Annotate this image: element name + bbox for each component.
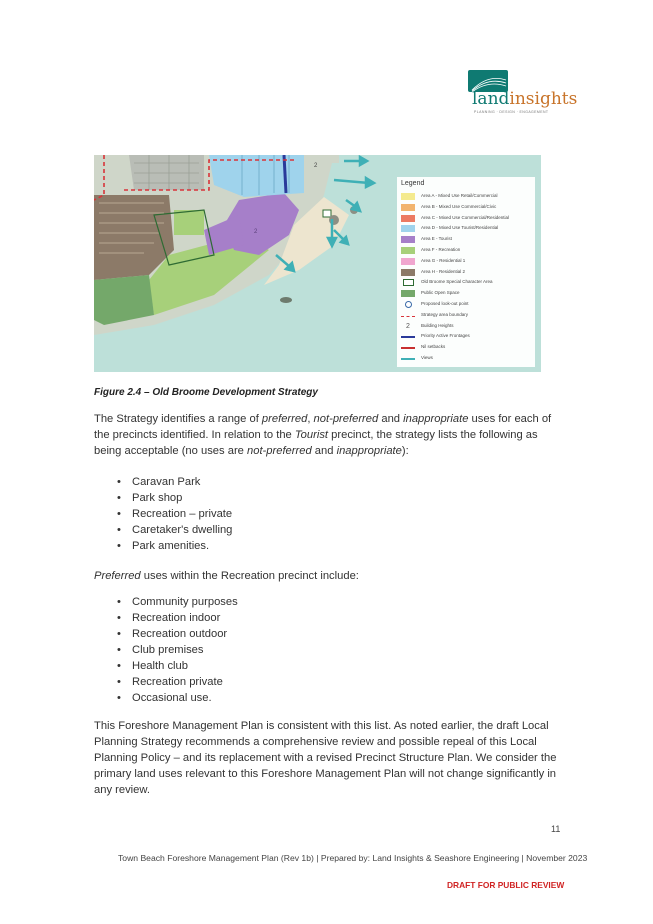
consistency-paragraph: This Foreshore Management Plan is consistent with this list. As noted earlier, the draft Local Planning Strategy recommends a comprehensive review and possible repeal of this Local Planning Policy – and its replacement with a revised Precinct Structure Plan. We consider the primary land uses relevant to this Foreshore Management Plan will not change significantly in any review.: [94, 720, 557, 796]
legend-item: [401, 300, 535, 310]
page-number: 11: [551, 824, 561, 834]
legend-swatch: [401, 269, 415, 276]
legend-swatch: [401, 215, 415, 222]
list-item: • Community purposes: [117, 594, 238, 610]
legend-item: [401, 192, 535, 202]
legend-label: Area D - Mixed Use Tourist/Residential: [421, 225, 499, 231]
legend-item: [401, 246, 535, 256]
legend-label: Views: [421, 355, 433, 360]
list-item: • Occasional use.: [117, 690, 238, 706]
legend-item: [401, 332, 535, 342]
legend-item: [401, 203, 535, 213]
legend-swatch: 2: [406, 322, 410, 330]
legend-swatch: [401, 290, 415, 297]
legend-label: Priority Active Frontages: [421, 333, 470, 339]
legend-item: [401, 268, 535, 278]
legend-swatch: [401, 236, 415, 243]
list-item: • Recreation private: [117, 674, 238, 690]
legend-label: Public Open Space: [421, 290, 460, 296]
list-item: • Recreation indoor: [117, 610, 238, 626]
legend-swatch: [401, 204, 415, 211]
legend-item: [401, 311, 535, 321]
legend-label: Area F - Recreation: [421, 247, 461, 252]
map-legend: [397, 177, 535, 367]
legend-label: Area H - Residential 2: [421, 268, 466, 274]
legend-label: Area E - Tourist: [421, 236, 452, 242]
legend-swatch: [401, 316, 415, 317]
list-item: • Caretaker's dwelling: [117, 522, 232, 538]
legend-label: Area C - Mixed Use Commercial/Residential: [421, 214, 510, 220]
legend-swatch: [405, 301, 412, 308]
legend-swatch: [403, 279, 414, 286]
legend-swatch: [401, 336, 415, 338]
map-height-label-b: 2: [314, 163, 318, 169]
legend-title: Legend: [401, 180, 425, 187]
legend-label: Strategy area boundary: [421, 311, 469, 317]
intro-paragraph: The Strategy identifies a range of preferred, not-preferred and inappropriate uses for each of the precincts identified. In relation to the Tourist precinct, the strategy lists the following as being acceptable (no uses are not-preferred and inappropriate):: [94, 413, 552, 457]
legend-label: Proposed look-out point: [421, 301, 469, 306]
development-strategy-map: [94, 155, 541, 372]
legend-swatch: [401, 358, 415, 360]
list-item: • Caravan Park: [117, 474, 232, 490]
legend-item: [401, 214, 535, 224]
legend-label: Area G - Residential 1: [421, 257, 466, 263]
legend-item: [401, 257, 535, 267]
page-footer: Town Beach Foreshore Management Plan (Rev 1b) | Prepared by: Land Insights & Seashore Engineering | November 2023: [118, 853, 588, 863]
legend-label: Building Heights: [421, 322, 454, 328]
figure-caption: Figure 2.4 – Old Broome Development Strategy: [94, 387, 318, 398]
legend-item: [401, 354, 535, 364]
legend-item: [401, 224, 535, 234]
logo-wordmark: landinsights: [472, 89, 578, 109]
tourist-uses-list: [117, 474, 232, 554]
legend-item: [401, 322, 535, 332]
map-height-label-a: 2: [254, 229, 258, 235]
list-item: • Park shop: [117, 490, 232, 506]
list-item: • Recreation – private: [117, 506, 232, 522]
list-item: • Park amenities.: [117, 538, 232, 554]
legend-label: Old Broome Special Character Area: [421, 279, 493, 285]
legend-item: [401, 289, 535, 299]
list-item: • Health club: [117, 658, 238, 674]
draft-label: DRAFT FOR PUBLIC REVIEW: [447, 880, 565, 890]
legend-label: Area A - Mixed Use Retail/Commercial: [421, 193, 498, 198]
legend-swatch: [401, 225, 415, 232]
legend-item: [401, 343, 535, 353]
legend-label: Area B - Mixed Use Commercial/Civic: [421, 203, 497, 209]
legend-swatch: [401, 347, 415, 349]
legend-swatch: [401, 193, 415, 200]
legend-item: [401, 235, 535, 245]
recreation-paragraph: Preferred uses within the Recreation precinct include:: [94, 570, 359, 582]
recreation-uses-list: [117, 594, 238, 706]
legend-swatch: [401, 247, 415, 254]
logo-tagline: PLANNING · DESIGN · ENGAGEMENT: [474, 110, 549, 114]
legend-item: [401, 278, 535, 288]
legend-label: Nil setbacks: [421, 344, 446, 350]
land-insights-logo: [466, 70, 578, 116]
legend-swatch: [401, 258, 415, 265]
list-item: • Club premises: [117, 642, 238, 658]
list-item: • Recreation outdoor: [117, 626, 238, 642]
